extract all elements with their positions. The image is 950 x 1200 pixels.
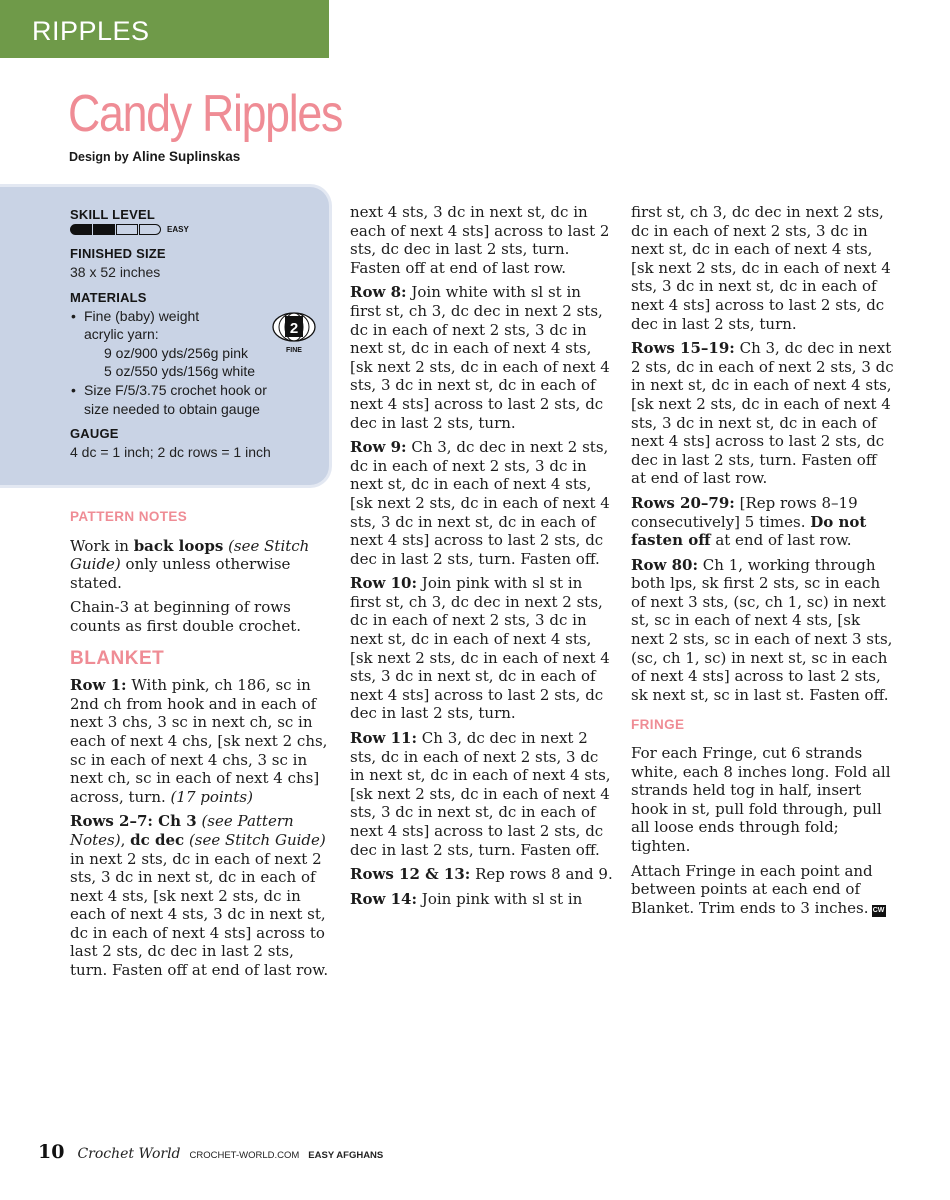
yarn-white: 5 oz/550 yds/156g white <box>104 363 255 380</box>
column-3 <box>631 203 896 917</box>
info-box <box>0 184 332 488</box>
byline <box>69 149 240 164</box>
column-2 <box>350 203 615 908</box>
designer-name: Aline Suplinskas <box>132 149 241 164</box>
row-80: Row 80: Ch 1, working through both lps, sk first 2 sts, sc in each of next 3 sts, (sc, ch 1, sc) in next st, sc in each of next 4 sts, [sk next 2 sts, sc in each of next 3 sts, (sc, ch 1, sc) in next st, sc in each of next 4 sts] across to last 2 sts, sk next st, sc in last st. Fasten off. <box>631 555 893 704</box>
skill-level-heading: SKILL LEVEL <box>70 207 156 222</box>
magazine-url: CROCHET-WORLD.COM <box>189 1150 300 1161</box>
skill-segment <box>70 224 92 235</box>
fringe-paragraph-1: For each Fringe, cut 6 strands white, each 8 inches long. Fold all strands held tog in half, insert hook in st, pull fold through, pull all loose ends through fold; tighten. <box>631 744 891 855</box>
materials-heading: MATERIALS <box>70 289 147 305</box>
page-title: Candy Ripples <box>68 85 343 143</box>
fringe-paragraph-2: Attach Fringe in each point and between points at each end of Blanket. Trim ends to 3 inches. CW <box>631 861 885 917</box>
byline-prefix: Design by <box>69 150 133 164</box>
page-number: 10 <box>38 1141 65 1163</box>
yarn-weight-icon <box>271 312 317 356</box>
rows-2-7: Rows 2–7: Ch 3 (see Pattern Notes), dc dec (see Stitch Guide) in next 2 sts, dc in each of next 2 sts, 3 dc in next st, dc in each of next 4 sts, [sk next 2 sts, dc in each of next 4 sts, 3 dc in next st, dc in each of next 4 sts] across to last 2 sts, dc dec in last 2 sts, turn. Fasten off at end of last row. <box>70 812 329 980</box>
row-14: Row 14: Join pink with sl st in <box>350 889 583 908</box>
yarn-pink: 9 oz/900 yds/256g pink <box>104 344 248 361</box>
skill-level-text: EASY <box>167 225 189 234</box>
fringe-heading: FRINGE <box>631 717 685 733</box>
page-footer <box>38 1141 392 1163</box>
pattern-note-1: Work in back loops (see Stitch Guide) only unless otherwise stated. <box>70 536 310 592</box>
magazine-name: Crochet World <box>77 1146 181 1162</box>
end-mark-icon: CW <box>872 905 886 917</box>
yarn-weight-number: 2 <box>289 320 299 337</box>
material-hook: • Size F/5/3.75 crochet hook or size needed to obtain gauge <box>70 381 310 418</box>
section-tab <box>0 0 329 58</box>
skill-segment <box>116 224 138 235</box>
row-10: Row 10: Join pink with sl st in first st, ch 3, dc dec in next 2 sts, dc in each of next 2 sts, 3 dc in next st, dc in each of next 4 sts, [sk next 2 sts, dc in each of next 4 sts, 3 dc in next st, dc in each of next 4 sts] across to last 2 sts, dc dec in last 2 sts, turn. <box>350 574 610 723</box>
finished-size-heading: FINISHED SIZE <box>70 246 166 261</box>
skill-segment <box>93 224 115 235</box>
material-yarn: • Fine (baby) weight acrylic yarn: <box>70 307 310 344</box>
row-1: Row 1: With pink, ch 186, sc in 2nd ch from hook and in each of next 3 chs, 3 sc in next ch, sc in each of next 4 chs, [sk next 2 chs, sc in each of next 4 chs, 3 sc in next ch, sc in each of next 4 chs] across, turn. (17 points) <box>70 676 328 806</box>
skill-level-meter <box>70 224 310 235</box>
rows-12-13: Rows 12 & 13: Rep rows 8 and 9. <box>350 865 613 884</box>
gauge-heading: GAUGE <box>70 426 119 442</box>
rows-15-19: Rows 15–19: Ch 3, dc dec in next 2 sts, dc in each of next 2 sts, 3 dc in next st, dc in each of next 4 sts, [sk next 2 sts, dc in each of next 4 sts, 3 dc in next st, dc in each of next 4 sts] across to last 2 sts, dc dec in last 2 sts, turn. Fasten off at end of last row. <box>631 339 894 488</box>
yarn-weight-label: FINE <box>286 347 302 354</box>
row-8: Row 8: Join white with sl st in first st, ch 3, dc dec in next 2 sts, dc in each of next 2 sts, 3 dc in next st, dc in each of next 4 sts, [sk next 2 sts, dc in each of next 4 sts, 3 dc in next st, dc in each of next 4 sts] across to last 2 sts, dc dec in last 2 sts, turn. <box>350 283 610 432</box>
issue-name: EASY AFGHANS <box>308 1150 384 1161</box>
pattern-notes-heading: PATTERN NOTES <box>70 509 188 524</box>
rows-2-7-continued: next 4 sts, 3 dc in next st, dc in each of next 4 sts] across to last 2 sts, dc dec in last 2 sts, turn. Fasten off at end of last row. <box>350 203 610 277</box>
row-9: Row 9: Ch 3, dc dec in next 2 sts, dc in each of next 2 sts, 3 dc in next st, dc in each of next 4 sts, [sk next 2 sts, dc in each of next 4 sts, 3 dc in next st, dc in each of next 4 sts] across to last 2 sts, dc dec in last 2 sts, turn. Fasten off. <box>350 438 610 568</box>
section-tab-label: RIPPLES <box>32 16 150 46</box>
blanket-heading: BLANKET <box>70 647 165 669</box>
row-11: Row 11: Ch 3, dc dec in next 2 sts, dc in each of next 2 sts, 3 dc in next st, dc in each of next 4 sts, [sk next 2 sts, dc in each of next 4 sts, 3 dc in next st, dc in each of next 4 sts] across to last 2 sts, dc dec in last 2 sts, turn. Fasten off. <box>350 729 611 859</box>
gauge: 4 dc = 1 inch; 2 dc rows = 1 inch <box>70 444 271 461</box>
rows-20-79: Rows 20–79: [Rep rows 8–19 consecutively] 5 times. Do not fasten off at end of last row. <box>631 493 867 550</box>
finished-size: 38 x 52 inches <box>70 264 161 280</box>
pattern-note-2: Chain-3 at beginning of rows counts as first double crochet. <box>70 598 301 635</box>
materials-list-hook <box>70 381 310 418</box>
skill-segment <box>139 224 161 235</box>
column-1 <box>70 508 335 980</box>
row-14-continued: first st, ch 3, dc dec in next 2 sts, dc in each of next 2 sts, 3 dc in next st, dc in each of next 4 sts, [sk next 2 sts, dc in each of next 4 sts, 3 dc in next st, dc in each of next 4 sts] across to last 2 sts, dc dec in last 2 sts, turn. <box>631 203 891 333</box>
